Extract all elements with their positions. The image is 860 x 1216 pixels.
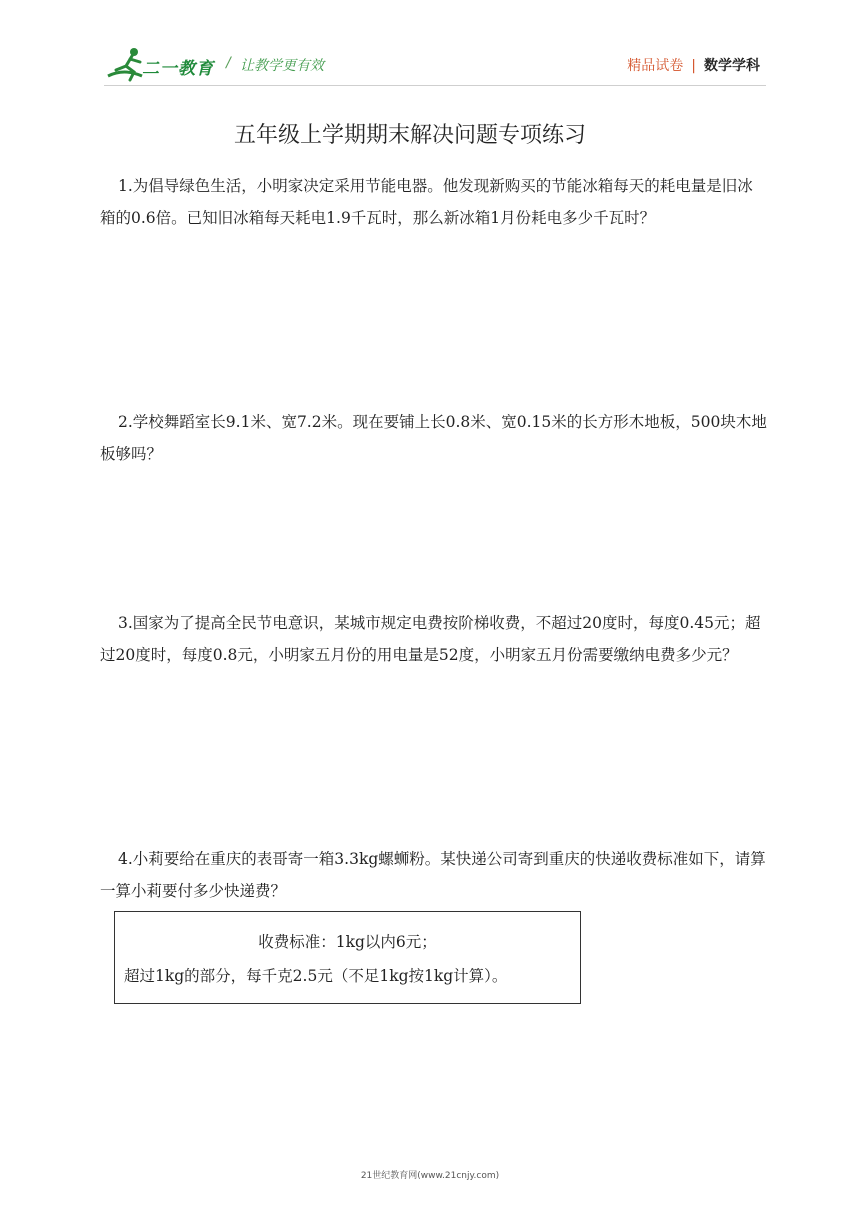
header-right — [627, 55, 760, 75]
fee-standard-box — [114, 911, 581, 1004]
premium-paper-label: 精品试卷 — [627, 58, 684, 74]
header-slash: / — [226, 55, 231, 71]
question-1: 1.为倡导绿色生活，小明家决定采用节能电器。他发现新购买的节能冰箱每天的耗电量是旧冰箱的0.6倍。已知旧冰箱每天耗电1.9千瓦时，那么新冰箱1月份耗电多少千瓦时？ — [100, 177, 753, 227]
fee-standard-line-2: 超过1kg的部分，每千克2.5元（不足1kg按1kg计算）。 — [124, 967, 508, 985]
brand-slogan: 让教学更有效 — [240, 58, 324, 74]
question-2: 2.学校舞蹈室长9.1米、宽7.2米。现在要铺上长0.8米、宽0.15米的长方形木地板，500块木地板够吗？ — [100, 413, 767, 463]
question-4: 4.小莉要给在重庆的表哥寄一箱3.3kg螺蛳粉。某快递公司寄到重庆的快递收费标准如下，请算一算小莉要付多少快递费？ — [100, 850, 766, 900]
page-header — [0, 0, 860, 90]
header-separator: | — [691, 58, 696, 74]
page-footer: 21世纪教育网(www.21cnjy.com) — [360, 1171, 500, 1181]
header-divider — [104, 85, 766, 86]
page-title: 五年级上学期期末解决问题专项练习 — [233, 123, 586, 148]
brand-name: 二一教育 — [142, 59, 214, 79]
question-3: 3.国家为了提高全民节电意识，某城市规定电费按阶梯收费，不超过20度时，每度0.45元；超过20度时，每度0.8元，小明家五月份的用电量是52度，小明家五月份需要缴纳电费多少元？ — [100, 614, 761, 664]
fee-standard-line-1: 收费标准：1kg以内6元； — [258, 933, 437, 951]
subject-label: 数学学科 — [704, 58, 760, 74]
